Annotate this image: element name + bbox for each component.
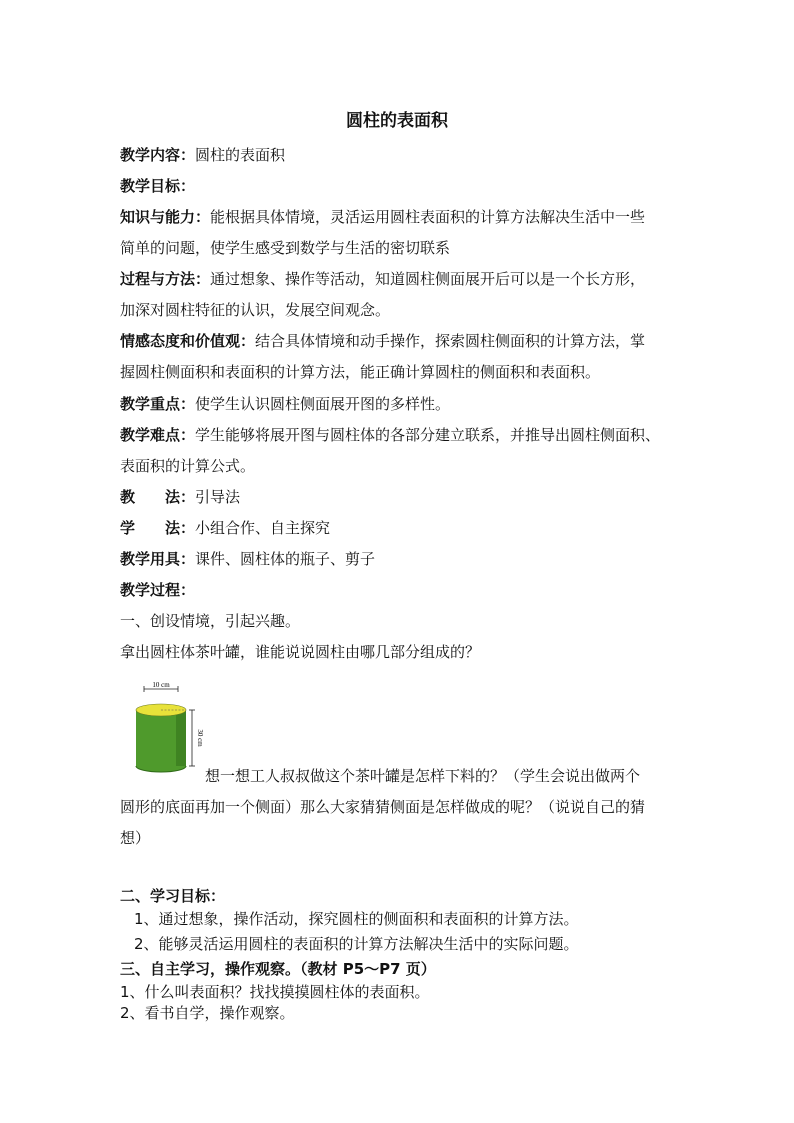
section2-item-1: 1、通过想象，操作活动，探究圆柱的侧面积和表面积的计算方法。 xyxy=(134,910,579,928)
emotion-text-1: 结合具体情境和动手操作，探索圆柱侧面积的计算方法，掌 xyxy=(255,332,646,350)
teaching-tools-label: 教学用具： xyxy=(120,550,196,568)
teaching-content-label: 教学内容： xyxy=(120,146,196,164)
key-point-text: 使学生认识圆柱侧面展开图的多样性。 xyxy=(195,395,451,413)
teaching-content-text: 圆柱的表面积 xyxy=(195,146,286,164)
teaching-tools xyxy=(120,549,680,569)
process-line-1 xyxy=(120,269,680,289)
learning-method xyxy=(120,518,680,538)
step1-heading: 一、创设情境，引起兴趣。 xyxy=(120,612,301,630)
learning-method-label: 学 法： xyxy=(120,519,196,537)
section3-item-1: 1、什么叫表面积？找找摸摸圆柱体的表面积。 xyxy=(120,983,430,1001)
section2-item-2: 2、能够灵活运用圆柱的表面积的计算方法解决生活中的实际问题。 xyxy=(134,935,579,953)
teaching-procedure-label: 教学过程： xyxy=(120,581,196,599)
step1-think-3: 想） xyxy=(120,829,151,847)
difficulty-label: 教学难点： xyxy=(120,426,196,444)
teaching-method-text: 引导法 xyxy=(195,488,241,506)
knowledge-label: 知识与能力： xyxy=(120,208,211,226)
document-title: 圆柱的表面积 xyxy=(346,111,448,131)
step1-think-1: 想一想工人叔叔做这个茶叶罐是怎样下料的？（学生会说出做两个 xyxy=(205,767,641,785)
difficulty-text-1: 学生能够将展开图与圆柱体的各部分建立联系，并推导出圆柱侧面积、 xyxy=(195,426,661,444)
process-label: 过程与方法： xyxy=(120,270,211,288)
learning-method-text: 小组合作、自主探究 xyxy=(195,519,331,537)
knowledge-text-1: 能根据具体情境，灵活运用圆柱表面积的计算方法解决生活中一些 xyxy=(210,208,646,226)
knowledge-line-1 xyxy=(120,207,680,227)
diameter-label: 10 cm xyxy=(152,681,170,689)
teaching-method-label: 教 法： xyxy=(120,488,196,506)
key-point xyxy=(120,394,680,414)
process-text-2: 加深对圆柱特征的认识，发展空间观念。 xyxy=(120,301,391,319)
section3-item-2: 2、看书自学，操作观察。 xyxy=(120,1004,295,1022)
section3-heading: 三、自主学习，操作观察。（教材 P5～P7 页） xyxy=(120,960,436,978)
section2-heading: 二、学习目标： xyxy=(120,887,226,905)
teaching-goals-label: 教学目标： xyxy=(120,177,196,195)
emotion-line-1 xyxy=(120,331,680,351)
process-text-1: 通过想象、操作等活动，知道圆柱侧面展开后可以是一个长方形， xyxy=(210,270,646,288)
emotion-text-2: 握圆柱侧面积和表面积的计算方法，能正确计算圆柱的侧面积和表面积。 xyxy=(120,363,601,381)
step1-think-2: 圆形的底面再加一个侧面）那么大家猜猜侧面是怎样做成的呢？（说说自己的猜 xyxy=(120,798,646,816)
teaching-method xyxy=(120,487,680,507)
teaching-tools-text: 课件、圆柱体的瓶子、剪子 xyxy=(195,550,376,568)
emotion-label: 情感态度和价值观： xyxy=(120,332,256,350)
knowledge-text-2: 简单的问题，使学生感受到数学与生活的密切联系 xyxy=(120,239,451,257)
teaching-content xyxy=(120,145,680,165)
cylinder-figure xyxy=(132,680,204,776)
key-point-label: 教学重点： xyxy=(120,395,196,413)
difficulty-text-2: 表面积的计算公式。 xyxy=(120,457,256,475)
height-label: 30 cm xyxy=(196,729,204,747)
difficulty-line-1 xyxy=(120,425,680,445)
step1-question: 拿出圆柱体茶叶罐，谁能说说圆柱由哪几部分组成的？ xyxy=(120,643,481,661)
